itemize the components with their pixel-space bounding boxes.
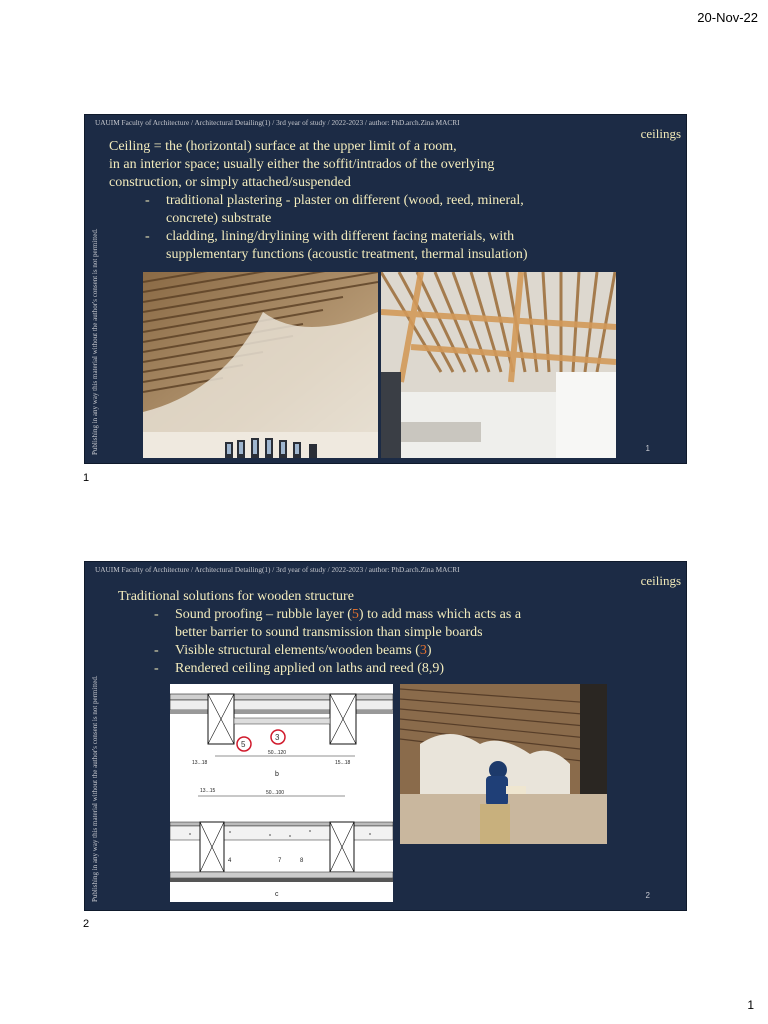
drawing-label: b xyxy=(275,771,279,778)
photo-plastering-worker xyxy=(400,684,607,844)
bullet-line: concrete) substrate xyxy=(166,211,272,226)
definition-line: construction, or simply attached/suspended xyxy=(109,175,351,190)
definition-line: Ceiling = the (horizontal) surface at the upper limit of a room, xyxy=(109,139,457,154)
bullet-dash: - xyxy=(154,607,159,622)
drawing-label: 7 xyxy=(278,858,282,864)
slide-index: 1 xyxy=(83,472,90,484)
drawing-label: 13...18 xyxy=(192,760,208,766)
slide-text xyxy=(109,138,649,264)
copyright-text: Publishing in any way this material without the author's consent is not permitted. xyxy=(91,675,99,902)
bullet-dash: - xyxy=(145,229,150,244)
photo-slatted-ceiling xyxy=(381,272,616,458)
bullet-item xyxy=(145,192,649,228)
page-number: 1 xyxy=(747,998,754,1012)
figure-ref: 5 xyxy=(351,607,359,622)
bullet-line xyxy=(175,660,638,678)
copyright-note xyxy=(84,562,98,910)
slide-header: UAUIM Faculty of Architecture / Architectural Detailing(1) / 3rd year of study / 2022-2023 / author: PhD.arch.Zina MACRI xyxy=(95,118,460,127)
drawing-label: 3 xyxy=(275,733,280,742)
bullet-item xyxy=(154,660,638,678)
bullet-line: better barrier to sound transmission than simple boards xyxy=(175,625,483,640)
bullet-text: Sound proofing – rubble layer ( xyxy=(175,607,352,622)
drawing-label: 50...120 xyxy=(268,750,287,756)
slide-number: 1 xyxy=(645,444,650,453)
bullet-text: Rendered ceiling applied on laths and reed (8,9) xyxy=(175,661,445,676)
page-date: 20-Nov-22 xyxy=(697,10,758,25)
copyright-note xyxy=(84,115,98,463)
bullet-dash: - xyxy=(154,661,159,676)
bullet-line: cladding, lining/drylining with different facing materials, with xyxy=(166,229,515,244)
slide-header: UAUIM Faculty of Architecture / Architectural Detailing(1) / 3rd year of study / 2022-2023 / author: PhD.arch.Zina MACRI xyxy=(95,565,460,574)
copyright-text: Publishing in any way this material without the author's consent is not permitted. xyxy=(91,228,99,455)
drawing-label: c xyxy=(275,891,279,898)
drawing-label: 4 xyxy=(228,858,232,864)
bullet-dash: - xyxy=(145,193,150,208)
drawing-label: 15...18 xyxy=(335,760,351,766)
definition-line: in an interior space; usually either the soffit/intrados of the overlying xyxy=(109,157,495,172)
slide-tag: ceilings xyxy=(640,573,681,588)
bullet-line: traditional plastering - plaster on different (wood, reed, mineral, xyxy=(166,193,524,208)
slide-2 xyxy=(84,561,687,911)
bullet-line xyxy=(175,606,638,624)
slide-text xyxy=(118,588,638,678)
bullet-text: ) xyxy=(426,643,432,658)
slide-index: 2 xyxy=(83,918,90,930)
slide-number: 2 xyxy=(645,891,650,900)
slide-title: Traditional solutions for wooden structure xyxy=(118,589,354,604)
bullet-text: ) to add mass which acts as a xyxy=(358,607,522,622)
bullet-text: Visible structural elements/wooden beams ( xyxy=(175,643,420,658)
photo-lath-ceiling xyxy=(143,272,378,458)
drawing-label: 8 xyxy=(300,858,304,864)
drawing-label: 50...100 xyxy=(266,790,285,796)
drawing-label: 13...15 xyxy=(200,788,216,794)
bullet-item xyxy=(154,642,638,660)
figure-ref: 3 xyxy=(419,643,427,658)
bullet-item xyxy=(154,606,638,642)
slide-1 xyxy=(84,114,687,464)
slide-tag: ceilings xyxy=(640,126,681,141)
drawing-label: 5 xyxy=(241,740,246,749)
bullet-dash: - xyxy=(154,643,159,658)
bullet-line xyxy=(175,642,638,660)
bullet-line: supplementary functions (acoustic treatment, thermal insulation) xyxy=(166,247,528,262)
bullet-item xyxy=(145,228,649,264)
technical-drawing xyxy=(170,684,393,902)
